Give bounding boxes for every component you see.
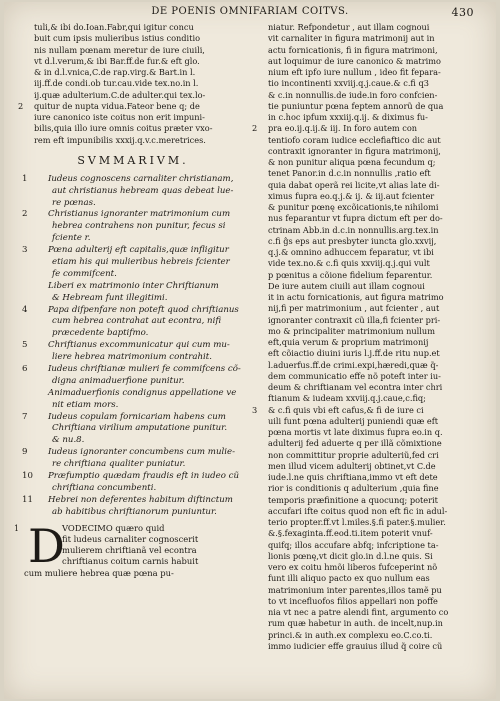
text-line: men illud vicem adulterij obtinet,vt C.de bbox=[268, 460, 436, 471]
text-line: iij.ff.de condi.ob tur.cau.vide tex.no.in l. bbox=[34, 78, 199, 89]
text-line: &.§.fexaginta.ff.eod.ti.item poterit vnuf- bbox=[268, 528, 433, 539]
text-line: buit cum ipsis mulieribus istius conditio bbox=[34, 33, 200, 44]
text-line: niatur. Refpondetur , aut illam cognoui bbox=[268, 22, 430, 32]
text-line: c.fi ĝs eps aut presbyter iuncta glo.xxvij, bbox=[268, 235, 437, 246]
summary-line: etiam his qui mulieribus hebreis fcienter bbox=[52, 256, 230, 267]
text-line: rior is conditionis q adulterium ,quia fine bbox=[268, 483, 439, 494]
summary-line: Papa difpenfare non poteft quod chriftianus 4 bbox=[22, 304, 239, 315]
summary-line: fciente r. bbox=[52, 233, 91, 244]
text-line: rum quæ habetur in auth. de incelt,nup.in bbox=[268, 618, 443, 629]
text-line: iure canonico iste coitus non erit impuni- bbox=[34, 112, 205, 122]
text-line: princi.& in auth.ex complexu eo.C.co.ti. bbox=[268, 629, 433, 640]
summary-line: ab habitibus chriftianorum puniuntur. bbox=[52, 506, 217, 517]
summary-line: Iudeus copulam fornicariam habens cum 7 bbox=[22, 411, 226, 422]
summary-line: hebrea contrahens non punitur, fecus si bbox=[52, 221, 226, 232]
text-line: ftianum & iudeam xxviij.q.j.caue,c.fiq; bbox=[268, 393, 426, 404]
text-line: vide tex.no.& c.fi quis xxviij.q.j.qui vult bbox=[268, 258, 430, 269]
text-line: & non punitur aliqua pœna fecundum q; bbox=[268, 157, 436, 167]
summary-number: 4 bbox=[22, 304, 28, 315]
text-line: pœna mortis vt late diximus fupra eo.in q. bbox=[268, 427, 443, 437]
summary-number: 2 bbox=[22, 209, 28, 220]
summary-line: fe commifcent. bbox=[52, 268, 117, 279]
text-line: nis nullam pœnam meretur de iure ciuili, bbox=[34, 44, 205, 55]
summary-line: aut christianus hebream quas debeat lue- bbox=[52, 185, 234, 196]
text-line: deum & chriftianam vel econtra inter chri bbox=[268, 382, 443, 392]
text-line: lionis pœnę,vt dicit glo.in d.l.ne quis. Si bbox=[268, 550, 433, 561]
text-line: uili funt pœna adulterij puniendi quæ eft bbox=[268, 415, 439, 426]
text-line: temporis præfinitione a quocunq; poterit bbox=[268, 494, 438, 505]
summary-line: Iudeus cognoscens carnaliter christianam, 1 bbox=[22, 173, 234, 184]
book-page bbox=[4, 2, 496, 699]
text-line: tie puniuntur pœna feptem annorũ de qua bbox=[268, 100, 444, 111]
summary-number: 10 bbox=[22, 471, 33, 482]
text-line: to vt incefluofos filios appellari non poffe bbox=[268, 595, 438, 606]
text-line: accufari ifte coitus quod non eft fic in adul- bbox=[268, 505, 448, 516]
text-line: actu fornicationis, fi in figura matrimoni, bbox=[268, 44, 438, 55]
opening-line: cum muliere hebrea quæ pœna pu- bbox=[24, 567, 174, 578]
summary-line: Pœna adulterij eft capitalis,quæ infligitur 3 bbox=[22, 245, 229, 256]
margin-number: 3 bbox=[252, 404, 258, 415]
summary-line: Hebrei non deferentes habitum diftinctum 11 bbox=[22, 494, 233, 505]
summary-number: 11 bbox=[22, 494, 33, 505]
text-line: immo iudicier effe grauius illud q̃ coire cũ bbox=[268, 640, 443, 651]
text-line: eft,quia verum & proprium matrimonij bbox=[268, 337, 429, 347]
text-line: De iure autem ciuili aut illam cognoui bbox=[268, 280, 425, 291]
summary-line: liere hebrea matrimonium contrahit. bbox=[52, 352, 212, 363]
summary-line: Chriftianus excommunicatur qui cum mu- 5 bbox=[22, 340, 230, 351]
summary-line: digna animaduerfione punitur. bbox=[52, 375, 185, 386]
text-line: vit carnaliter in figura matrimonij aut in bbox=[268, 33, 435, 44]
margin-number: 2 bbox=[252, 123, 258, 134]
text-line: nij,fi per matrimonium , aut fcienter , aut bbox=[268, 303, 440, 314]
text-line: funt illi aliquo pacto ex quo nullum eas bbox=[268, 573, 430, 584]
text-line: l.aduerfus.ff.de crimi.expi,hæredi,quæ q̃- bbox=[268, 359, 439, 370]
text-line: nia vt nec a patre alendi fint, argumento co bbox=[268, 607, 449, 617]
summary-line: Christianus ignoranter matrimonium cum 2 bbox=[22, 209, 231, 220]
chapter-opening bbox=[14, 518, 246, 579]
summary-list bbox=[20, 174, 246, 519]
summary-title: SVMMARIVM. bbox=[77, 153, 189, 167]
text-line: tentiofo coram iudice ecclefiaftico dic aut bbox=[268, 134, 441, 145]
text-line: quifq; illos accufare abfq; infcriptione ta- bbox=[268, 539, 439, 550]
summary-line: cum hebrea contrahat aut econtra, nifi bbox=[52, 316, 222, 327]
left-top-text bbox=[20, 22, 246, 146]
text-line: non committitur proprie adulteriũ,fed cri bbox=[268, 449, 439, 460]
text-line: & punitur pœnę excõicationis,te nihilomi bbox=[268, 202, 439, 212]
opening-line: mulierem chriftianã vel econtra bbox=[62, 545, 197, 556]
summary-line: Iudeus ignoranter concumbens cum mulie- 9 bbox=[22, 447, 235, 458]
opening-line: VODECIMO quæro quid bbox=[62, 522, 165, 533]
text-line: eft cõiactio diuini iuris l.j.ff.de ritu nup.et bbox=[268, 348, 440, 359]
text-line: & c.fi quis vbi eft cafus,& fi de iure ci 3 bbox=[252, 404, 424, 415]
running-header bbox=[4, 6, 496, 22]
text-line: terio propter.ff.vt l.miles.§.fi pater.§.mulier. bbox=[268, 517, 446, 527]
text-line: rem eft impunibilis xxxij.q.v.c.meretrices. bbox=[34, 134, 206, 145]
text-line: tio incontinenti xxviij.q.j.caue.& c.fi q3 bbox=[268, 78, 429, 89]
summary-number: 9 bbox=[22, 447, 28, 458]
summary-number: 5 bbox=[22, 340, 28, 351]
text-line: vero ex coitu hmõi liberos fufceperint nõ bbox=[268, 562, 438, 572]
text-line: bilis,quia illo iure omnis coitus præter vxo- bbox=[34, 123, 213, 134]
summary-line: chriftiana concumbenti. bbox=[52, 482, 157, 493]
text-line: pra eo.ij.q.ij.& iij. In foro autem con 2 bbox=[252, 123, 418, 134]
summary-line: præcedente baptifmo. bbox=[52, 328, 149, 339]
text-line: p pœnitus a cõione fidelium feparentur. bbox=[268, 269, 433, 280]
folio-number: 430 bbox=[451, 6, 474, 19]
text-line: & in d.l.vnica,C.de rap.virg.& Bart.in l. bbox=[34, 67, 196, 77]
left-column bbox=[14, 22, 246, 579]
summary-line: & Hebream funt illegitimi. bbox=[52, 292, 168, 303]
opening-line: fit ludeus carnaliter cognoscerit bbox=[62, 533, 199, 544]
text-line: dem communicatio effe nõ poteft inter iu- bbox=[268, 370, 441, 381]
text-line: ctrinam Abb.in d.c.in nonnullis.arg.tex.in bbox=[268, 224, 439, 235]
summary-number: 7 bbox=[22, 411, 28, 422]
margin-number: 2 bbox=[18, 100, 24, 111]
text-line: nium eft ipfo iure nullum , ideo fit fepara- bbox=[268, 67, 441, 77]
text-line: iude.l.ne quis chriftiana,immo vt eft dete bbox=[268, 472, 438, 482]
text-line: q.j.& omnino adhuccem feparatur, vt ibi bbox=[268, 247, 434, 257]
running-title: DE POENIS OMNIFARIAM COITVS. bbox=[151, 6, 349, 17]
text-line: contraxit ignoranter in figura matrimonij, bbox=[268, 145, 441, 156]
summary-number: 6 bbox=[22, 364, 28, 374]
summary-line: Animaduerfionis condignus appellatione ve bbox=[48, 387, 237, 398]
summary-line: Iudeus chriftianæ mulieri fe commifcens cõ- 6 bbox=[22, 364, 241, 374]
text-line: vt d.l.verum,& ibi Bar.ff.de fur.& eft glo. bbox=[34, 55, 200, 66]
summary-number: 3 bbox=[22, 245, 28, 256]
summary-number: 1 bbox=[22, 173, 28, 184]
text-line: it in actu fornicationis, aut figura matrimo bbox=[268, 292, 444, 302]
text-line: in c.hoc ipfum xxxiij.q.ij. & diximus fu- bbox=[268, 112, 428, 122]
text-line: ximus fupra eo.q.j.& ij. & iij.aut fcienter bbox=[268, 190, 435, 201]
summary-line: & nu.8. bbox=[52, 435, 85, 446]
summary-line: re chriftiana qualiter puniatur. bbox=[52, 459, 186, 470]
summary-line: nit etiam mors. bbox=[52, 399, 119, 410]
drop-cap: D bbox=[28, 518, 65, 573]
summary-line: Præfumptio quædam fraudis eft in iudeo cũ 10 bbox=[22, 471, 239, 482]
summary-line: Chriftiana virilium amputatione punitur. bbox=[52, 423, 228, 434]
margin-number: 1 bbox=[14, 523, 20, 533]
text-line: aut loquimur de iure canonico & matrimo bbox=[268, 55, 441, 66]
text-line: mo & principaliter matrimonium nullum bbox=[268, 325, 435, 336]
summary-line: Liberi ex matrimonio inter Chriftianum bbox=[48, 280, 219, 291]
right-column bbox=[254, 22, 476, 652]
text-line: quitur de nupta vidua.Fateor bene q; de 2 bbox=[18, 100, 200, 111]
text-line: ij.quæ adulterium.C.de adulter.qui tex.lo- bbox=[34, 89, 206, 100]
text-line: nus feparantur vt fupra dictum eft per do- bbox=[268, 213, 443, 224]
opening-line: chriftianus coitum carnis habuit bbox=[62, 556, 199, 567]
text-line: tuli,& ibi do.Ioan.Fabr,qui igitur concu bbox=[34, 22, 194, 32]
text-line: ignoranter contraxit cũ illa,fi fcienter pri- bbox=[268, 314, 441, 325]
text-line: adulterij fed aduerte q per illã cõmixtione bbox=[268, 438, 442, 449]
text-line: & c.in nonnullis.de iude.in foro confcien- bbox=[268, 89, 438, 100]
summary-line: re pœnas. bbox=[52, 197, 96, 208]
text-line: quia dabat operã rei licite,vt alias late di- bbox=[268, 179, 440, 190]
text-line: tenet Panor.in d.c.in nonnullis ,ratio eft bbox=[268, 168, 431, 179]
text-line: matrimonium inter parentes,illos tamẽ pu bbox=[268, 584, 442, 595]
